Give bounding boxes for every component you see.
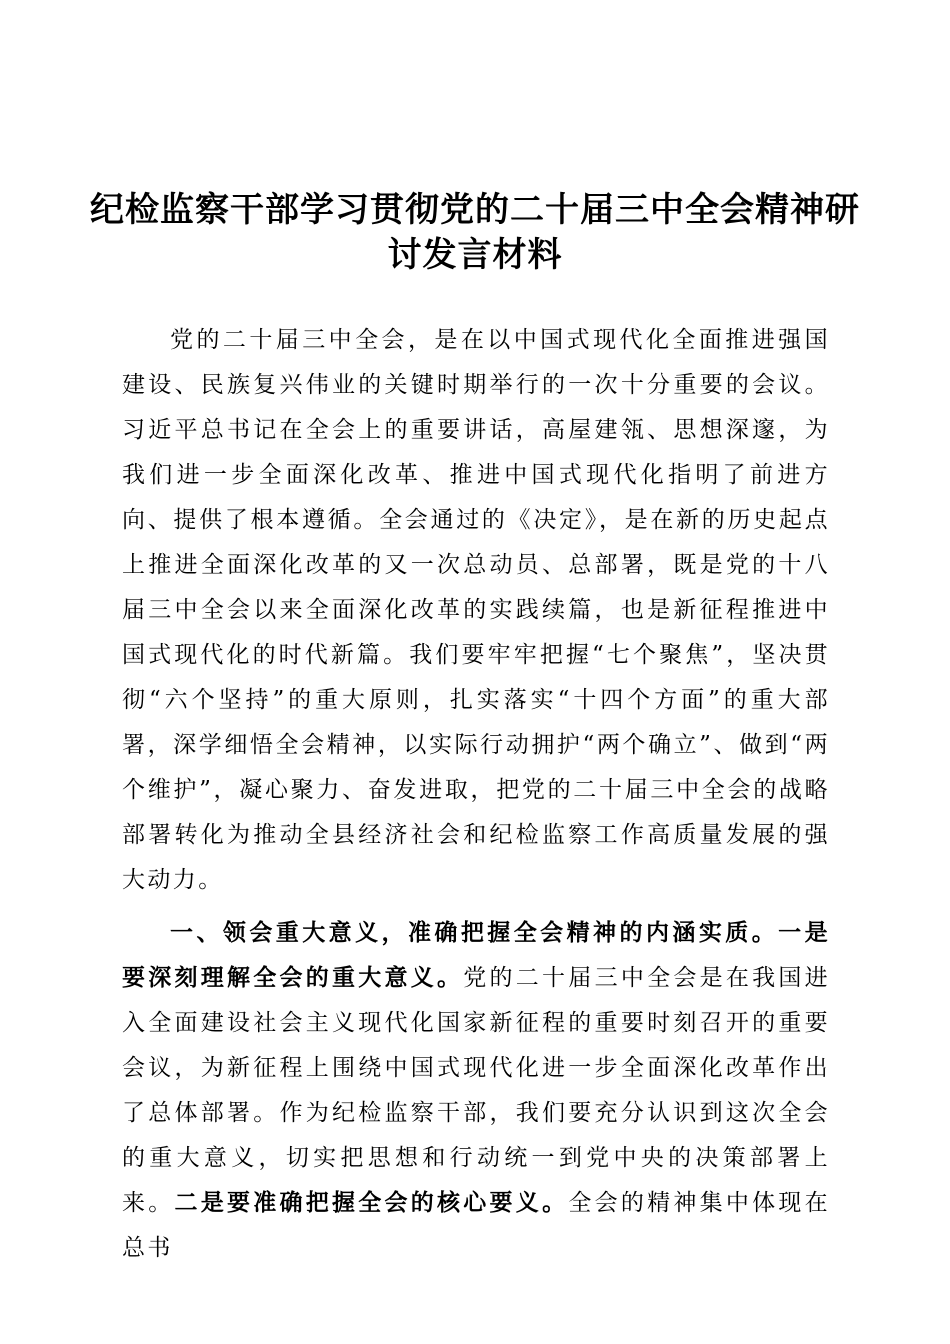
point-2-label: 二是要准确把握全会的核心要义。 [174,1190,569,1216]
section-1-paragraph [122,911,830,1271]
document-body [122,318,830,1279]
point-1-label: 一是要深刻理解全会的重大意义。 [122,920,830,991]
intro-paragraph: 党的二十届三中全会，是在以中国式现代化全面推进强国建设、民族复兴伟业的关键时期举行的一次十分重要的会议。习近平总书记在全会上的重要讲话，高屋建瓴、思想深邃，为我们进一步全面深化改革、推进中国式现代化指明了前进方向、提供了根本遵循。全会通过的《决定》，是在新的历史起点上推进全面深化改革的又一次总动员、总部署，既是党的十八届三中全会以来全面深化改革的实践续篇，也是新征程推进中国式现代化的时代新篇。我们要牢牢把握“七个聚焦”，坚决贯彻“六个坚持”的重大原则，扎实落实“十四个方面”的重大部署，深学细悟全会精神，以实际行动拥护“两个确立”、做到“两个维护”，凝心聚力、奋发进取，把党的二十届三中全会的战略部署转化为推动全县经济社会和纪检监察工作高质量发展的强大动力。 [122,327,830,893]
section-1-heading: 一、领会重大意义，准确把握全会精神的内涵实质。 [170,920,779,946]
document-title: 纪检监察干部学习贯彻党的二十届三中全会精神研讨发言材料 [90,190,860,275]
point-2-text: 全会的精神集中体现在总书 [122,1190,831,1261]
point-1-text: 党的二十届三中全会是在我国进入全面建设社会主义现代化国家新征程的重要时刻召开的重要会议，为新征程上围绕中国式现代化进一步全面深化改革作出了总体部署。作为纪检监察干部，我们要充分认识到这次全会的重大意义，切实把思想和行动统一到党中央的决策部署上来。 [122,965,830,1216]
